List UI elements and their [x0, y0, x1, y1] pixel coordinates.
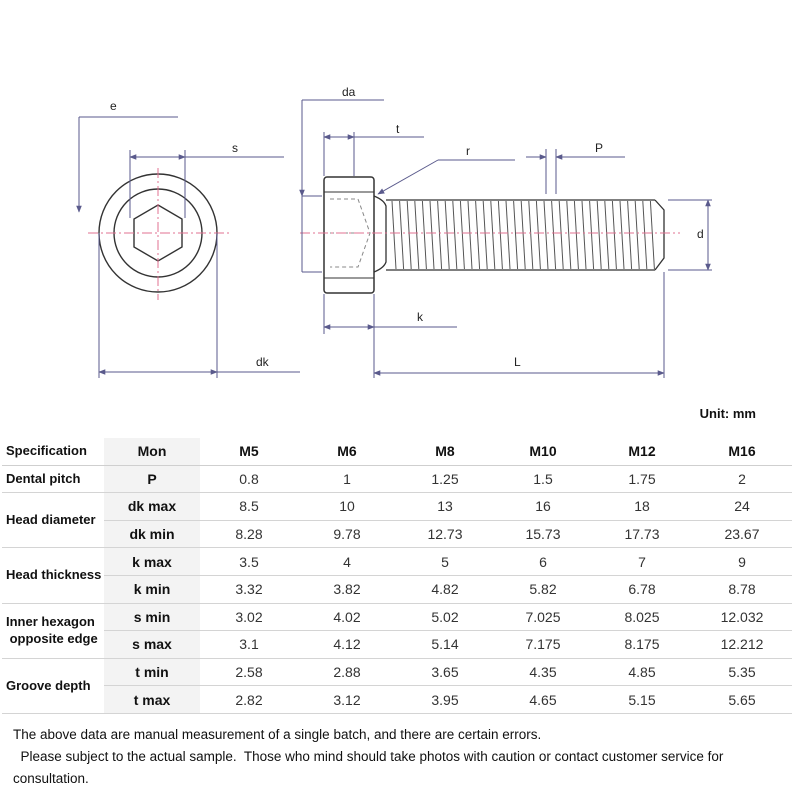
table-cell: 3.5 [200, 548, 298, 576]
dimension-s [130, 141, 284, 218]
table-cell: 16 [494, 493, 592, 521]
label-r: r [466, 144, 470, 158]
dimension-r [378, 144, 515, 194]
table-cell: 3.02 [200, 603, 298, 631]
thread-line [430, 201, 434, 269]
table-cell: 10 [298, 493, 396, 521]
table-cell: 13 [396, 493, 494, 521]
table-cell: 1.25 [396, 465, 494, 493]
row-sub-label: k min [104, 575, 200, 603]
table-cell: 7.175 [494, 631, 592, 659]
thread-line [635, 201, 639, 269]
table-cell: 4 [298, 548, 396, 576]
table-cell: 5.02 [396, 603, 494, 631]
note-line-1: The above data are manual measurement of a single batch, and there are certain errors. [13, 727, 542, 742]
table-cell: 5 [396, 548, 494, 576]
thread-line [612, 201, 616, 269]
thread-line [628, 201, 632, 269]
thread-line [491, 201, 495, 269]
dimension-e [79, 99, 178, 212]
label-s: s [232, 141, 238, 155]
group-label: Head diameter [2, 493, 104, 548]
group-label-line: Inner hexagon [6, 614, 95, 630]
table-cell: 23.67 [692, 520, 792, 548]
header-label: Specification [2, 438, 104, 465]
thread-line [476, 201, 480, 269]
table-row [2, 548, 792, 576]
table-row [2, 631, 792, 659]
table-cell: 4.82 [396, 575, 494, 603]
group-label: Head thickness [2, 548, 104, 603]
thread-line [422, 201, 426, 269]
table-cell: 5.82 [494, 575, 592, 603]
table-cell: 1.75 [592, 465, 692, 493]
table-cell: 0.8 [200, 465, 298, 493]
thread-line [506, 201, 510, 269]
thread-line [529, 201, 533, 269]
table-cell: 5.14 [396, 631, 494, 659]
table-cell: 3.65 [396, 658, 494, 686]
row-sub-label: t max [104, 686, 200, 714]
dimension-p [526, 141, 625, 194]
thread-line [552, 201, 556, 269]
table-row [2, 493, 792, 521]
thread-line [438, 201, 442, 269]
header-size: M10 [494, 438, 592, 465]
thread-line [590, 201, 594, 269]
table-cell: 1.5 [494, 465, 592, 493]
table-row [2, 575, 792, 603]
group-label-line: opposite edge [6, 630, 98, 646]
row-sub-label: s min [104, 603, 200, 631]
table-cell: 4.02 [298, 603, 396, 631]
row-sub-label: P [104, 465, 200, 493]
header-size: M6 [298, 438, 396, 465]
header-size: M5 [200, 438, 298, 465]
thread-line [597, 201, 601, 269]
thread-line [559, 201, 563, 269]
dimension-da [302, 85, 384, 272]
table-cell: 12.032 [692, 603, 792, 631]
label-p: P [595, 141, 604, 155]
header-size: M16 [692, 438, 792, 465]
table-cell: 18 [592, 493, 692, 521]
table-cell: 17.73 [592, 520, 692, 548]
table-cell: 2.82 [200, 686, 298, 714]
thread-line [582, 201, 586, 269]
table-cell: 8.78 [692, 575, 792, 603]
label-t: t [396, 122, 400, 136]
table-cell: 1 [298, 465, 396, 493]
thread-line [567, 201, 571, 269]
table-cell: 8.5 [200, 493, 298, 521]
thread-line [536, 201, 540, 269]
thread-line [445, 201, 449, 269]
table-cell: 2 [692, 465, 792, 493]
thread-line [392, 201, 396, 269]
thread-line [521, 201, 525, 269]
thread-line [574, 201, 578, 269]
unit-label: Unit: mm [699, 406, 756, 421]
table-cell: 4.35 [494, 658, 592, 686]
thread-line [620, 201, 624, 269]
table-header-row [2, 438, 792, 465]
dimension-t [324, 122, 424, 176]
label-da: da [342, 85, 356, 99]
table-cell: 5.65 [692, 686, 792, 714]
table-cell: 3.82 [298, 575, 396, 603]
table-cell: 2.88 [298, 658, 396, 686]
table-cell: 5.15 [592, 686, 692, 714]
table-cell: 5.35 [692, 658, 792, 686]
row-sub-label: s max [104, 631, 200, 659]
row-sub-label: k max [104, 548, 200, 576]
table-row [2, 658, 792, 686]
table-cell: 12.73 [396, 520, 494, 548]
thread-line [544, 201, 548, 269]
group-label: Groove depth [2, 658, 104, 713]
table-cell: 4.12 [298, 631, 396, 659]
table-cell: 4.65 [494, 686, 592, 714]
thread-line [407, 201, 411, 269]
header-size: M12 [592, 438, 692, 465]
row-sub-label: dk max [104, 493, 200, 521]
note-line-2: Please subject to the actual sample. Those who mind should take photos with caution or contact customer service for consultation. [13, 749, 728, 786]
thread-line [453, 201, 457, 269]
table-cell: 3.32 [200, 575, 298, 603]
table-cell: 3.95 [396, 686, 494, 714]
screw-head [324, 177, 374, 293]
header-sub: Mon [104, 438, 200, 465]
thread-line [605, 201, 609, 269]
label-k: k [417, 310, 423, 324]
table-cell: 7.025 [494, 603, 592, 631]
table-cell: 9 [692, 548, 792, 576]
dimension-d [668, 200, 712, 270]
thread-line [468, 201, 472, 269]
group-label [2, 603, 104, 658]
label-e: e [110, 99, 117, 113]
table-cell: 8.175 [592, 631, 692, 659]
table-cell: 6.78 [592, 575, 692, 603]
table-cell: 2.58 [200, 658, 298, 686]
thread-line [643, 201, 647, 269]
screw-side-view [300, 177, 680, 293]
label-l: L [514, 355, 521, 369]
table-cell: 8.025 [592, 603, 692, 631]
label-d: d [697, 227, 704, 241]
table-cell: 8.28 [200, 520, 298, 548]
thread-line [483, 201, 487, 269]
group-label: Dental pitch [2, 465, 104, 493]
label-dk: dk [256, 355, 269, 369]
dimension-dk [99, 233, 300, 378]
dimension-k [324, 294, 457, 378]
table-cell: 7 [592, 548, 692, 576]
row-sub-label: dk min [104, 520, 200, 548]
thread-line [400, 201, 404, 269]
thread-line [498, 201, 502, 269]
table-cell: 12.212 [692, 631, 792, 659]
table-cell: 6 [494, 548, 592, 576]
thread-lines [392, 201, 654, 269]
table-cell: 15.73 [494, 520, 592, 548]
table-row [2, 686, 792, 714]
thread-line [460, 201, 464, 269]
table-row [2, 465, 792, 493]
head-end-view [88, 168, 230, 300]
dimension-l [374, 272, 664, 378]
row-sub-label: t min [104, 658, 200, 686]
disclaimer-note [13, 724, 793, 790]
thread-line [415, 201, 419, 269]
thread-line [650, 201, 654, 269]
table-row [2, 603, 792, 631]
table-cell: 3.12 [298, 686, 396, 714]
header-size: M8 [396, 438, 494, 465]
table-cell: 3.1 [200, 631, 298, 659]
table-cell: 24 [692, 493, 792, 521]
spec-table [2, 438, 792, 714]
thread-line [514, 201, 518, 269]
table-row [2, 520, 792, 548]
table-cell: 9.78 [298, 520, 396, 548]
table-cell: 4.85 [592, 658, 692, 686]
